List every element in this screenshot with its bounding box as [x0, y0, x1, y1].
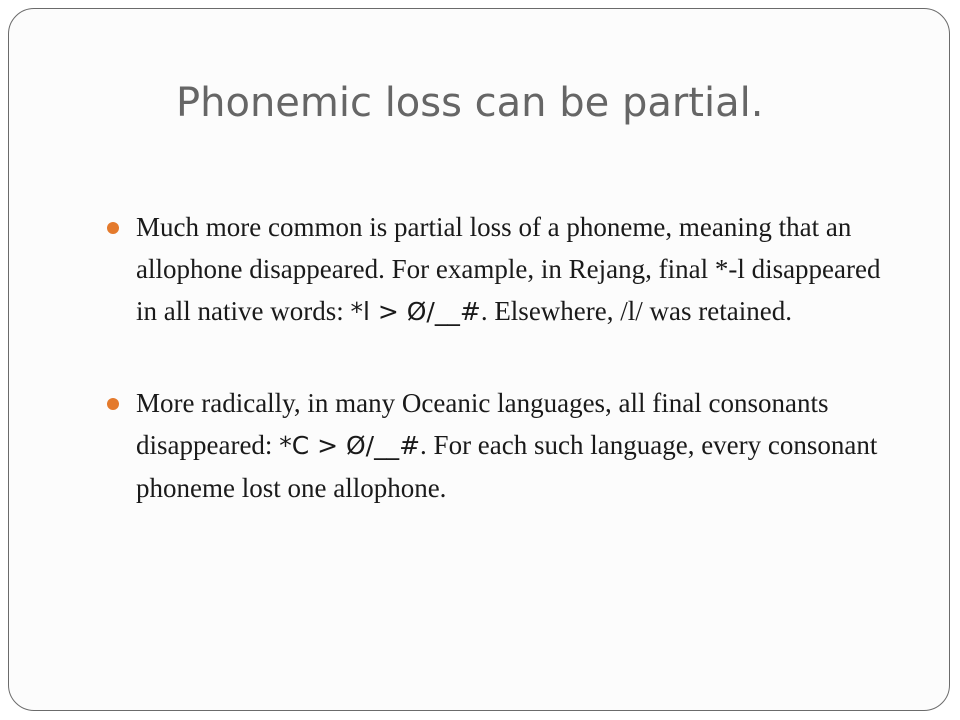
- bullet-text: More radically, in many Oceanic languages, all final consonants disappeared:: [136, 388, 829, 460]
- bullet-text-continued: . For each such language, every consonant phoneme lost one allophone.: [136, 430, 878, 503]
- slide-title: Phonemic loss can be partial.: [176, 80, 764, 126]
- sound-change-rule: *l > Ø/__#: [350, 297, 481, 326]
- bullet-list: [105, 206, 905, 509]
- bullet-dot-icon: [107, 222, 119, 234]
- bullet-item: [105, 206, 905, 333]
- sound-change-rule: *C > Ø/__#: [279, 431, 421, 460]
- bullet-text-continued: . Elsewhere, /l/ was retained.: [480, 296, 792, 326]
- bullet-item: [105, 382, 905, 509]
- bullet-dot-icon: [107, 398, 119, 410]
- bullet-text: Much more common is partial loss of a phoneme, meaning that an allophone disappeared. For example, in Rejang, final *-l disappeared in all native words:: [136, 212, 881, 326]
